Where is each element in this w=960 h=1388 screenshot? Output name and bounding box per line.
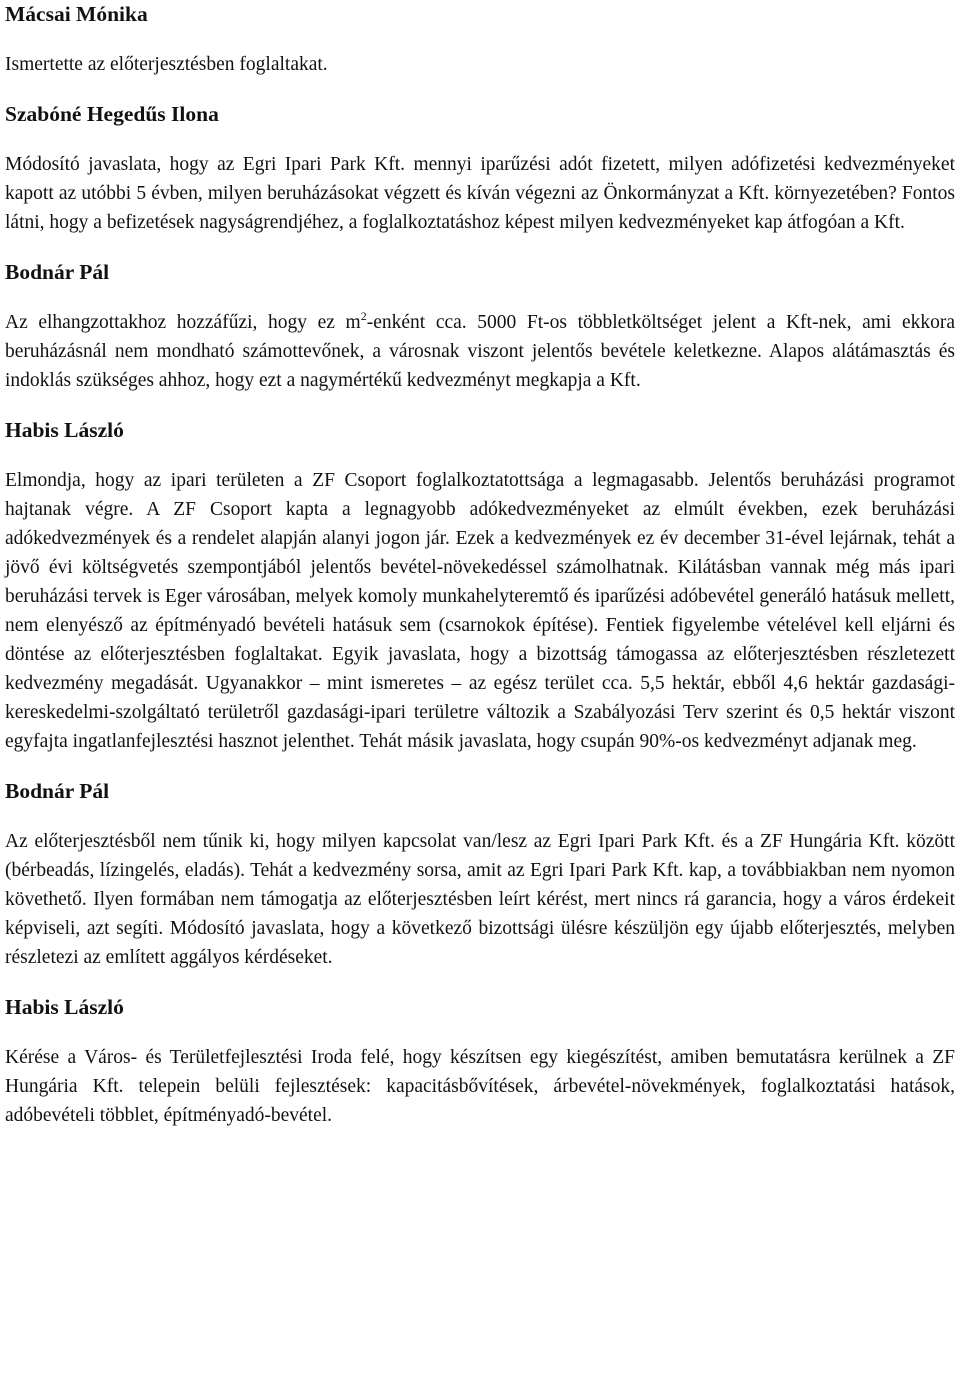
statement-text-part: Az elhangzottakhoz hozzáfűzi, hogy ez m <box>5 312 361 333</box>
statement-paragraph <box>5 308 955 395</box>
speaker-name: Mácsai Mónika <box>5 2 148 26</box>
superscript-exponent: 2 <box>360 309 367 323</box>
statement-paragraph: Módosító javaslata, hogy az Egri Ipari Park Kft. mennyi iparűzési adót fizetett, milyen adófizetési kedvezményeket kapott az utóbbi 5 évben, milyen beruházásokat végzett és kíván végezni az Önkormányzat a Kft. környezetében? Fontos látni, hogy a befizetések nagyságrendjéhez, a foglalkoztatáshoz képest milyen kedvezményeket kap átfogóan a Kft. <box>5 154 955 233</box>
speaker-name: Szabóné Hegedűs Ilona <box>5 102 219 126</box>
statement-paragraph: Kérése a Város- és Területfejlesztési Iroda felé, hogy készítsen egy kiegészítést, amiben bemutatásra kerülnek a ZF Hungária Kft. telepein belüli fejlesztések: kapacitásbővítések, árbevétel-növekmények, foglalkoztatási hatások, adóbevételi többlet, építményadó-bevétel. <box>5 1047 955 1126</box>
statement-paragraph: Ismertette az előterjesztésben foglaltakat. <box>5 54 328 75</box>
statement-paragraph: Az előterjesztésből nem tűnik ki, hogy milyen kapcsolat van/lesz az Egri Ipari Park Kft. és a ZF Hungária Kft. között (bérbeadás, lízingelés, eladás). Tehát a kedvezmény sorsa, amit az Egri Ipari Park Kft. kap, a továbbiakban nem nyomon követhető. Ilyen formában nem támogatja az előterjesztésben leírt kérést, mert nincs rá garancia, hogy a város érdekeit képviseli, azt segíti. Módosító javaslata, hogy a következő bizottsági ülésre készüljön egy újabb előterjesztés, melyben részletezi az említett aggályos kérdéseket. <box>5 831 955 968</box>
speaker-name: Bodnár Pál <box>5 260 110 284</box>
document-page <box>5 0 955 1130</box>
statement-text-part: -enként cca. 5000 Ft-os többletköltséget jelent a Kft-nek, ami ekkora beruházásnál nem mondható számottevőnek, a városnak viszont jelentős bevétele keletkezne. Alapos alátámasztás és indoklás szükséges ahhoz, hogy ezt a nagymértékű kedvezményt megkapja a Kft. <box>5 312 956 391</box>
statement-paragraph: Elmondja, hogy az ipari területen a ZF Csoport foglalkoztatottsága a legmagasabb. Jelentős beruházási programot hajtanak végre. A ZF Csoport kapta a legnagyobb adókedvezményeket az elmúlt években, ezek beruházási adókedvezmények és a rendelet alapján alanyi jogon jár. Ezek a kedvezmények ez év december 31-ével lejárnak, tehát a jövő évi költségvetés szempontjából jelentős bevétel-növekedéssel számolhatnak. Kilátásban vannak még más ipari beruházási tervek is Eger városában, melyek komoly munkahelyteremtő és iparűzési adóbevétel generáló hatásuk mellett, nem elenyésző az építményadó bevételi hatásuk sem (csarnokok építése). Fentiek figyelembe vételével kell eljárni és döntése az előterjesztésben foglaltakat. Egyik javaslata, hogy a bizottság támogassa az előterjesztésben részletezett kedvezmény megadását. Ugyanakkor – mint ismeretes – az egész terület cca. 5,5 hektár, ebből 4,6 hektár gazdasági-kereskedelmi-szolgáltató területről gazdasági-ipari területre változik a Szabályozási Terv szerint és 0,5 hektár viszont egyfajta ingatlanfejlesztési hasznot jelenthet. Tehát másik javaslata, hogy csupán 90%-os kedvezményt adjanak meg. <box>5 470 955 752</box>
speaker-name: Bodnár Pál <box>5 779 110 803</box>
speaker-name: Habis László <box>5 418 124 442</box>
speaker-name: Habis László <box>5 995 124 1019</box>
